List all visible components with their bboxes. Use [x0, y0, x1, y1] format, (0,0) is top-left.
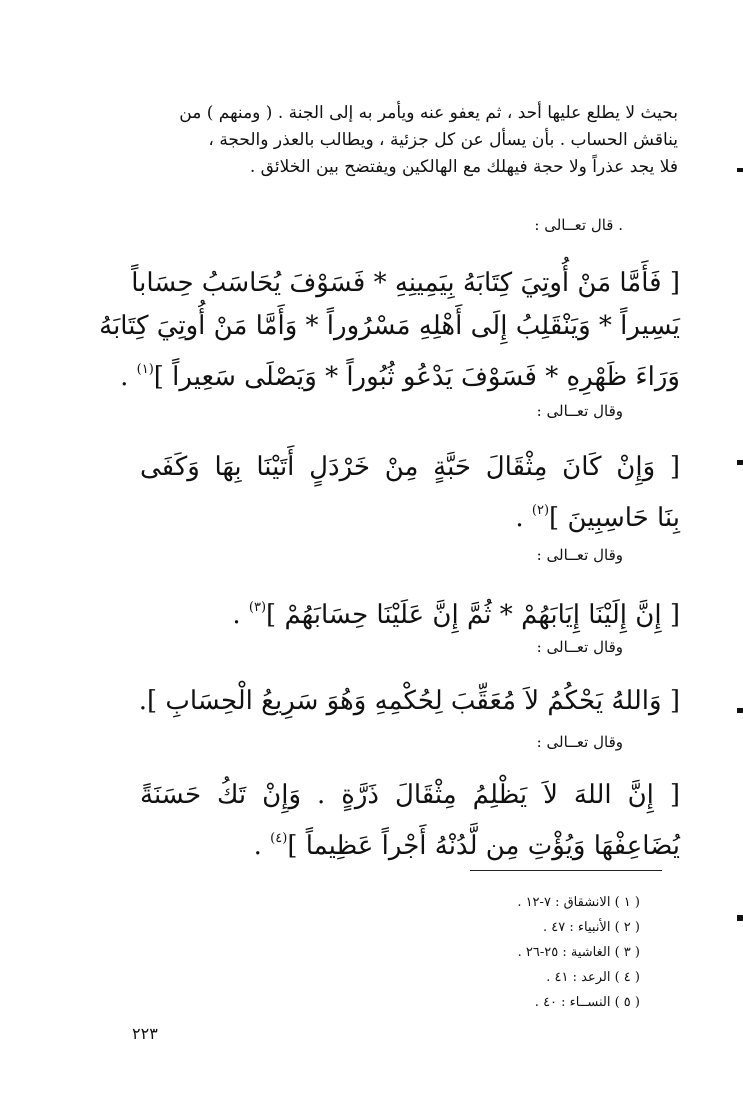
heading-qal: وقال تعــالى :: [536, 402, 623, 420]
heading-qal: وقال تعــالى :: [536, 546, 623, 564]
quran-verse-4: [140, 680, 680, 723]
footnote-item: ( ٥ ) النســاء : ٤٠ .: [534, 995, 640, 1010]
verse-line: [ وَإِنْ كَانَ مِثْقَالَ حَبَّةٍ مِنْ خَرْدَلٍ أَتَيْنَا بِهَا وَكَفَى: [140, 452, 680, 482]
scan-edge-mark: [737, 168, 743, 172]
verse-line: يَسِيراً * وَيَنْقَلِبُ إِلَى أَهْلِهِ مَسْرُوراً * وَأَمَّا مَنْ أُوتِيَ كِتَابَهُ: [99, 311, 680, 341]
footnote-divider: [470, 870, 662, 871]
footnote-item: ( ٤ ) الرعد : ٤١ .: [546, 970, 640, 985]
verse-line: [ فَأَمَّا مَنْ أُوتِيَ كِتَابَهُ بِيَمِينِهِ * فَسَوْفَ يُحَاسَبُ حِسَاباً: [131, 268, 680, 298]
scan-edge-mark: [737, 708, 743, 713]
heading-qal: وقال تعــالى :: [536, 638, 623, 656]
intro-paragraph: [138, 100, 678, 181]
verse-text: [ إِنَّ إِلَيْنَا إِيَابَهُمْ * ثُمَّ إِنَّ عَلَيْنَا حِسَابَهُمْ ]: [266, 600, 680, 630]
quran-verse-3: [140, 586, 680, 637]
verse-line: [ وَاللهُ يَحْكُمُ لاَ مُعَقِّبَ لِحُكْمِهِ وَهُوَ سَرِيعُ الْحِسَابِ ].: [138, 686, 680, 716]
quran-verse-5: [140, 774, 680, 868]
footnote-item: ( ١ ) الانشقاق : ٧-١٢ .: [517, 895, 640, 910]
scan-edge-mark: [737, 915, 743, 921]
verse-line: بِنَا حَاسِبِينَ ]$^{(٢)}$ .: [515, 503, 680, 533]
verse-line: [ إِنَّ اللهَ لاَ يَظْلِمُ مِثْقَالَ ذَرَّةٍ . وَإِنْ تَكُ حَسَنَةً: [140, 780, 680, 810]
footnote-ref: (٢): [531, 503, 550, 518]
verse-line: وَرَاءَ ظَهْرِهِ * فَسَوْفَ يَدْعُو ثُبُوراً * وَيَصْلَى سَعِيراً ]$^{(١)}$ .: [120, 362, 680, 392]
quran-verse-1: [99, 262, 680, 399]
footnotes: [400, 890, 640, 1015]
page-number: ٢٢٣: [132, 1024, 158, 1043]
footnote-ref: (٤): [270, 831, 288, 846]
verse-line: [ إِنَّ إِلَيْنَا إِيَابَهُمْ * ثُمَّ إِنَّ عَلَيْنَا حِسَابَهُمْ ]$^{(٣)}$ .: [232, 600, 680, 630]
verse-text: وَرَاءَ ظَهْرِهِ * فَسَوْفَ يَدْعُو ثُبُوراً * وَيَصْلَى سَعِيراً ]: [153, 362, 680, 392]
footnote-item: ( ٢ ) الأنبياء : ٤٧ .: [543, 920, 640, 935]
footnote-ref: (٣): [248, 600, 267, 615]
intro-line: يناقش الحساب . بأن يسأل عن كل جزئية ، ويطالب بالعذر والحجة ،: [208, 130, 678, 150]
intro-line: فلا يجد عذراً ولا حجة فيهلك مع الهالكين ويفتضح بين الخلائق .: [249, 157, 678, 177]
verse-text: بِنَا حَاسِبِينَ ]: [549, 503, 680, 533]
footnote-ref: (١): [136, 362, 154, 377]
heading-qal: . قال تعــالى :: [534, 216, 623, 234]
intro-line: بحيث لا يطلع عليها أحد ، ثم يعفو عنه ويأمر به إلى الجنة . ( ومنهم ) من: [179, 103, 678, 123]
verse-line: يُضَاعِفْهَا وَيُؤْتِ مِن لَّدُنْهُ أَجْراً عَظِيماً ]$^{(٤)}$ .: [253, 831, 680, 861]
footnote-item: ( ٣ ) الغاشية : ٢٥-٢٦ .: [517, 945, 640, 960]
heading-qal: وقال تعــالى :: [536, 733, 623, 751]
quran-verse-2: [140, 446, 680, 540]
verse-text: يُضَاعِفْهَا وَيُؤْتِ مِن لَّدُنْهُ أَجْراً عَظِيماً ]: [287, 831, 680, 861]
scan-edge-mark: [737, 460, 743, 465]
